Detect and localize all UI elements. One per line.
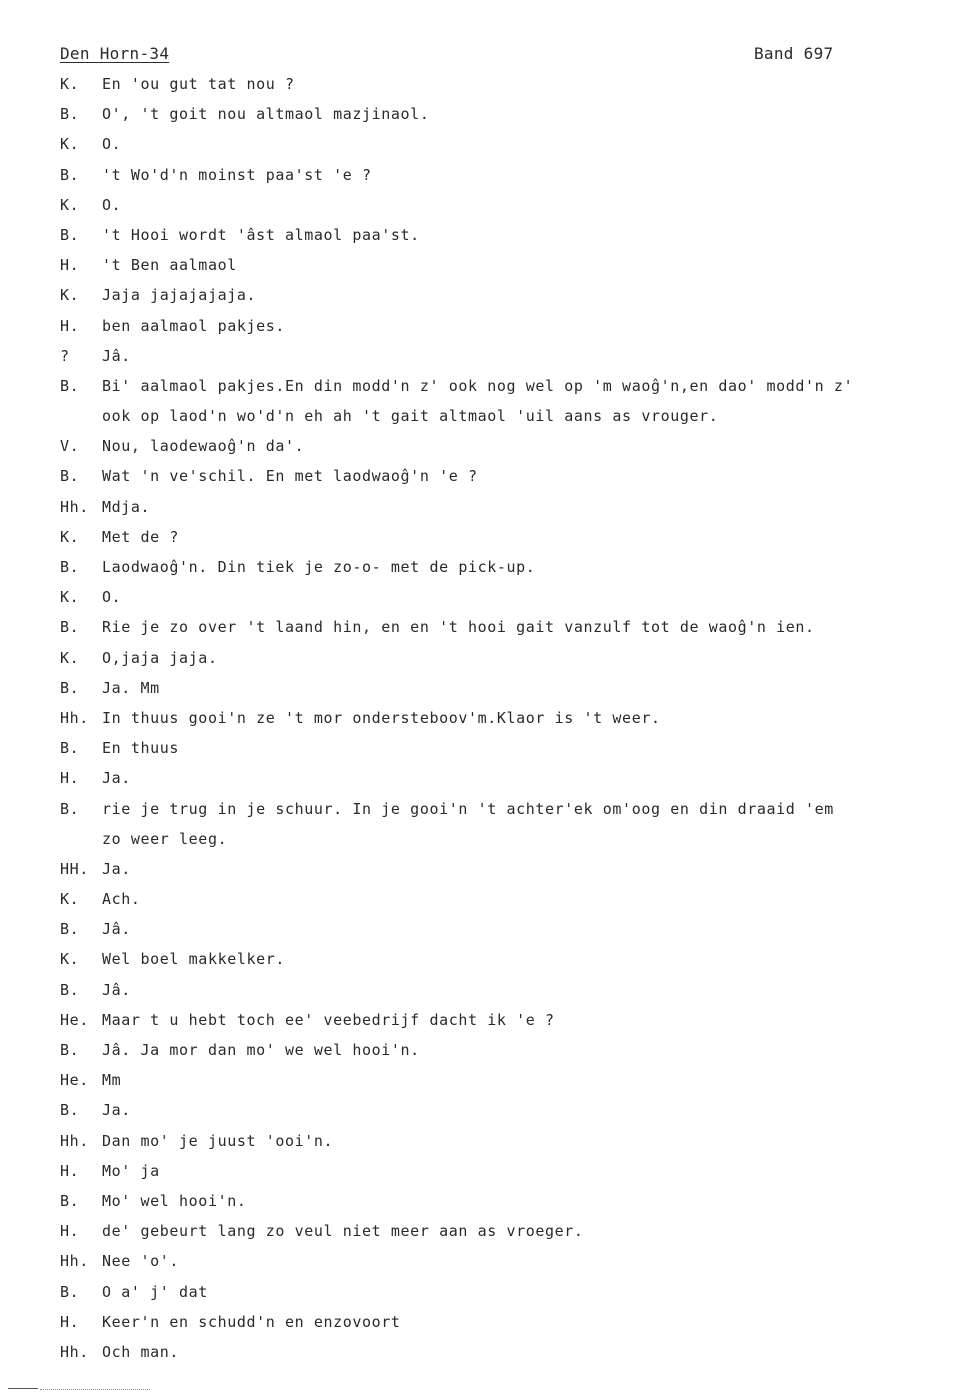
utterance-text: Och man. <box>102 1342 180 1361</box>
transcript-line <box>0 1189 979 1219</box>
utterance-text: de' gebeurt lang zo veul niet meer aan as vroeger. <box>102 1222 584 1241</box>
utterance-text: In thuus gooi'n ze 't mor ondersteboov'm.Klaor is 't weer. <box>102 708 661 727</box>
transcript-line <box>0 646 979 676</box>
utterance-text: ook op laod'n wo'd'n eh ah 't gait altmaol 'uil aans as vrouger. <box>102 407 719 426</box>
transcript-line <box>0 766 979 796</box>
utterance-text: Ach. <box>102 890 141 909</box>
transcript-line <box>0 736 979 766</box>
utterance-text: Jâ. <box>102 920 131 939</box>
transcript-line <box>0 374 979 404</box>
footer-dotted-rule <box>40 1389 150 1390</box>
speaker-label: K. <box>60 286 80 305</box>
transcript-line <box>0 1219 979 1249</box>
speaker-label: H. <box>60 1161 80 1180</box>
utterance-text: Met de ? <box>102 527 180 546</box>
utterance-text: O,jaja jaja. <box>102 648 218 667</box>
tape-number: Band 697 <box>754 44 834 63</box>
transcript-line <box>0 706 979 736</box>
speaker-label: B. <box>60 678 80 697</box>
utterance-text: Wel boel makkelker. <box>102 950 285 969</box>
speaker-label: Hh. <box>60 1252 89 1271</box>
utterance-text: O', 't goit nou altmaol mazjinaol. <box>102 105 430 124</box>
speaker-label: Hh. <box>60 1131 89 1150</box>
speaker-label: B. <box>60 1282 80 1301</box>
transcript-line <box>0 676 979 706</box>
utterance-text: Jaja jajajajaja. <box>102 286 257 305</box>
speaker-label: B. <box>60 1191 80 1210</box>
utterance-text: zo weer leeg. <box>102 829 228 848</box>
utterance-text: Ja. <box>102 769 131 788</box>
speaker-label: B. <box>60 980 80 999</box>
speaker-label: Hh. <box>60 1342 89 1361</box>
transcript-line <box>0 1280 979 1310</box>
transcript-line <box>0 797 979 827</box>
speaker-label: B. <box>60 105 80 124</box>
speaker-label: Hh. <box>60 708 89 727</box>
utterance-text: En thuus <box>102 739 180 758</box>
utterance-text: Laodwaoĝ'n. Din tiek je zo-o- met de pick-up. <box>102 558 536 576</box>
speaker-label: H. <box>60 1222 80 1241</box>
transcript-line <box>0 947 979 977</box>
utterance-text: Mo' ja <box>102 1161 160 1180</box>
utterance-text: Maar t u hebt toch ee' veebedrijf dacht ik 'e ? <box>102 1010 555 1029</box>
utterance-text: O. <box>102 135 122 154</box>
transcript-line <box>0 253 979 283</box>
transcript-line <box>0 615 979 645</box>
speaker-label: B. <box>60 165 80 184</box>
speaker-label: K. <box>60 527 80 546</box>
transcript-line <box>0 223 979 253</box>
utterance-text: O. <box>102 195 122 214</box>
speaker-label: B. <box>60 225 80 244</box>
transcript-line <box>0 404 979 434</box>
transcript-line <box>0 585 979 615</box>
utterance-text: Bi' aalmaol pakjes.En din modd'n z' ook nog wel op 'm waoĝ'n,en dao' modd'n z' <box>102 376 854 395</box>
transcript-line <box>0 1340 979 1370</box>
utterance-text: 't Wo'd'n moinst paa'st 'e ? <box>102 165 372 184</box>
transcript-line <box>0 917 979 947</box>
utterance-text: Nee 'o'. <box>102 1252 180 1271</box>
utterance-text: Wat 'n ve'schil. En met laodwaoĝ'n 'e ? <box>102 467 478 486</box>
transcript-line <box>0 163 979 193</box>
speaker-label: K. <box>60 950 80 969</box>
speaker-label: B. <box>60 558 80 576</box>
speaker-label: H. <box>60 256 80 275</box>
transcript-line <box>0 1008 979 1038</box>
transcript-line <box>0 827 979 857</box>
speaker-label: K. <box>60 75 80 93</box>
transcript-line <box>0 857 979 887</box>
utterance-text: Ja. <box>102 1101 131 1120</box>
speaker-label: K. <box>60 195 80 214</box>
transcript-line <box>0 1249 979 1279</box>
speaker-label: B. <box>60 1041 80 1059</box>
transcript-line <box>0 464 979 494</box>
speaker-label: K. <box>60 890 80 909</box>
utterance-text: O. <box>102 588 122 607</box>
speaker-label: K. <box>60 648 80 667</box>
speaker-label: ? <box>60 346 70 365</box>
utterance-text: Nou, laodewaoĝ'n da'. <box>102 437 305 456</box>
utterance-text: rie je trug in je schuur. In je gooi'n 't achter'ek om'oog en din draaid 'em <box>102 799 834 818</box>
speaker-label: He. <box>60 1071 89 1090</box>
transcript <box>0 72 979 1370</box>
utterance-text: En 'ou gut tat nou ? <box>102 75 295 93</box>
speaker-label: K. <box>60 135 80 154</box>
utterance-text: Jâ. <box>102 346 131 365</box>
transcript-line <box>0 1159 979 1189</box>
transcript-line <box>0 72 979 102</box>
utterance-text: ben aalmaol pakjes. <box>102 316 285 335</box>
utterance-text: Mo' wel hooi'n. <box>102 1191 247 1210</box>
speaker-label: B. <box>60 618 80 637</box>
utterance-text: Mdja. <box>102 497 151 516</box>
transcript-line <box>0 314 979 344</box>
utterance-text: O a' j' dat <box>102 1282 208 1301</box>
transcript-line <box>0 1310 979 1340</box>
transcript-line <box>0 887 979 917</box>
transcript-line <box>0 1038 979 1068</box>
utterance-text: Jâ. Ja mor dan mo' we wel hooi'n. <box>102 1041 420 1059</box>
utterance-text: Keer'n en schudd'n en enzovoort <box>102 1312 401 1331</box>
speaker-label: V. <box>60 437 80 456</box>
transcript-line <box>0 555 979 585</box>
utterance-text: Dan mo' je juust 'ooi'n. <box>102 1131 334 1150</box>
speaker-label: H. <box>60 1312 80 1331</box>
transcript-line <box>0 434 979 464</box>
transcript-line <box>0 102 979 132</box>
transcript-line <box>0 1068 979 1098</box>
speaker-label: B. <box>60 799 80 818</box>
speaker-label: Hh. <box>60 497 89 516</box>
utterance-text: Rie je zo over 't laand hin, en en 't hooi gait vanzulf tot de waoĝ'n ien. <box>102 618 815 637</box>
transcript-line <box>0 344 979 374</box>
speaker-label: HH. <box>60 859 89 878</box>
transcript-line <box>0 193 979 223</box>
speaker-label: H. <box>60 316 80 335</box>
utterance-text: Ja. Mm <box>102 678 160 697</box>
transcript-line <box>0 1129 979 1159</box>
document-title: Den Horn-34 <box>60 44 170 63</box>
speaker-label: B. <box>60 1101 80 1120</box>
utterance-text: Jâ. <box>102 980 131 999</box>
transcript-line <box>0 283 979 313</box>
transcript-line <box>0 978 979 1008</box>
utterance-text: Mm <box>102 1071 122 1090</box>
speaker-label: H. <box>60 769 80 788</box>
speaker-label: K. <box>60 588 80 607</box>
speaker-label: B. <box>60 739 80 758</box>
speaker-label: B. <box>60 467 80 486</box>
transcript-line <box>0 132 979 162</box>
speaker-label: He. <box>60 1010 89 1029</box>
utterance-text: Ja. <box>102 859 131 878</box>
utterance-text: 't Ben aalmaol <box>102 256 237 275</box>
utterance-text: 't Hooi wordt 'âst almaol paa'st. <box>102 225 420 244</box>
speaker-label: B. <box>60 376 80 395</box>
transcript-line <box>0 495 979 525</box>
transcript-line <box>0 1098 979 1128</box>
speaker-label: B. <box>60 920 80 939</box>
footer-rule <box>8 1388 38 1389</box>
transcript-line <box>0 525 979 555</box>
